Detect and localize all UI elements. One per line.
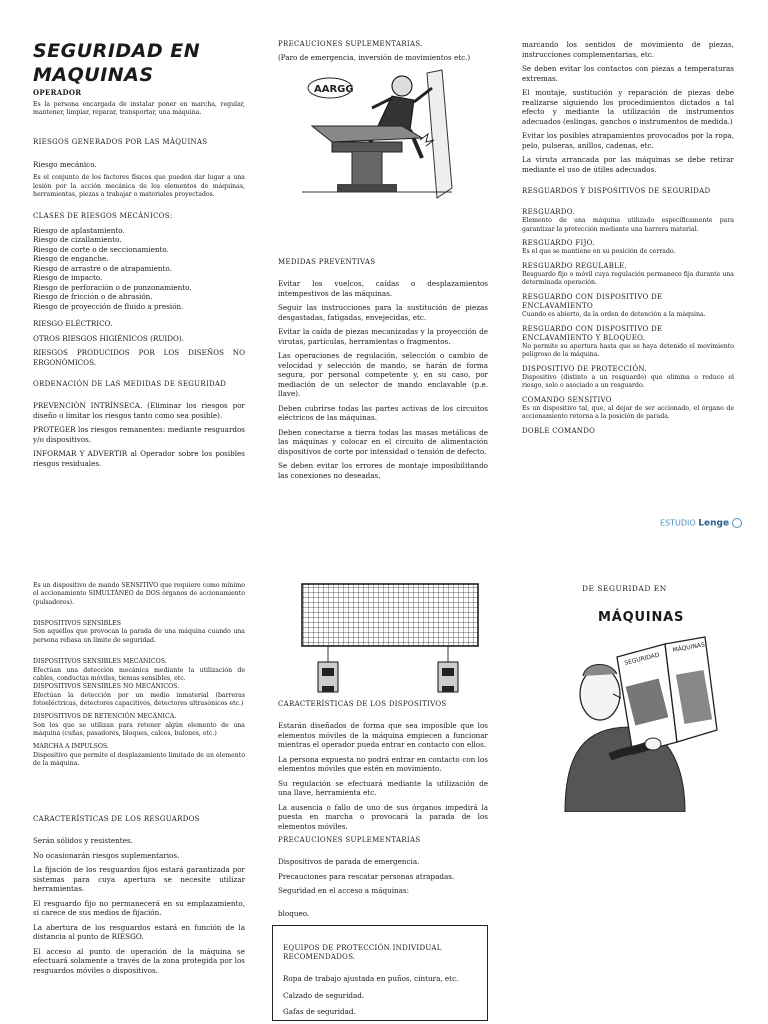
- resguardo-item: DISPOSITIVO DE PROTECCIÓN. Dispositivo (distinto a un resguardo) que elimina o reduce el riesgo, solo o asociado a un resguardo.: [522, 364, 734, 390]
- disp-para-3: Su regulación se efectuará mediante la utilización de una llave, herramienta etc.: [278, 778, 488, 798]
- ordenacion-3: INFORMAR Y ADVERTIR al Operador sobre los posibles riesgos residuales.: [33, 449, 245, 468]
- medida-2: Seguir las instrucciones para la sustitución de piezas desgastadas, fatigadas, envejecidas, etc.: [278, 303, 488, 322]
- scream-text: AARGG: [314, 84, 354, 95]
- ordenacion-heading: ORDENACIÓN DE LAS MEDIDAS DE SEGURIDAD: [33, 380, 227, 388]
- cover-title: MÁQUINAS: [598, 610, 685, 625]
- resguardo-item: COMANDO SENSITIVO Es un dispositivo tal, que, al dejar de ser accionado, el órgano de accionamiento retorna a la posición de parada.: [522, 395, 734, 421]
- resguardo-item: RESGUARDO CON DISPOSITIVO DE ENCLAVAMIENTO Y BLOQUEO. No permite su apertura hasta que se haya detenido el movimiento peligroso de la máquina.: [522, 324, 734, 359]
- dispositivo-item: DISPOSITIVOS SENSIBLES NO MECÁNICOS. Efectúan la detección por un medio inmaterial (barreras fotoeléctricas, detectores capacitivos, detectores ultrasónicos etc.): [33, 683, 245, 707]
- magazine-text-2: MÁQUINAS: [672, 641, 706, 654]
- dispositivo-item: DISPOSITIVOS DE RETENCIÓN MECÁNICA. Son los que se utilizan para retener algún elemento de una máquina (cuñas, pasadores, bloques, calces, bulones, etc.): [33, 713, 245, 738]
- operador-heading: OPERADOR: [33, 87, 82, 97]
- col3-para-1: marcando los sentidos de movimiento de piezas, instrucciones complementarias, etc.: [522, 40, 734, 59]
- medida-5: Deben cubrirse todas las partes activas de los circuitos eléctricos de las máquinas.: [278, 403, 488, 423]
- list-item: Riesgo de aplastamiento.: [33, 225, 125, 235]
- precaucion-1: Dispositivos de parada de emergencia.: [278, 857, 420, 867]
- caracteristica-4: El resguardo fijo no permanecerá en su emplazamiento, si carece de sus medios de fijación.: [33, 898, 245, 918]
- logo-icon: [732, 518, 742, 528]
- light-curtain-illustration: [298, 582, 484, 700]
- column-5: [278, 700, 488, 923]
- riesgo-diseno: RIESGOS PRODUCIDOS POR LOS DISEÑOS NO ERGONÓMICOS.: [33, 348, 245, 367]
- resguardos-heading: RESGUARDOS Y DISPOSITIVOS DE SEGURIDAD: [522, 187, 711, 195]
- magazine-text-1: SEGURIDAD: [623, 651, 661, 667]
- clases-list: [33, 226, 245, 312]
- medida-1: Evitar los vuelcos, caídas o desplazamientos intempestivos de las máquinas.: [278, 279, 488, 298]
- resguardo-item: RESGUARDO. Elemento de una máquina utilizado específicamente para garantizar la protección mediante una barrera material.: [522, 208, 734, 233]
- column-3: [522, 40, 734, 440]
- list-item: Riesgo de impacto.: [33, 273, 103, 282]
- precaucion-3: Seguridad en el acceso a máquinas:: [278, 886, 410, 896]
- estudio-lenge-logo: ESTUDIO Lenge: [660, 518, 742, 529]
- medida-6: Deben conectarse a tierra todas las masas metálicas de las máquinas y colocar en el circuito de alimentación dispositivos de corte por intensidad o tensión de defecto.: [278, 427, 488, 456]
- medida-3: Evitar la caída de piezas mecanizadas y la proyección de virutas, partículas, herramientas o fragmentos.: [278, 327, 488, 346]
- col3-para-4: Evitar los posibles atrapamientos provocados por la ropa, pelo, pulseras, anillos, cadenas, etc.: [522, 131, 734, 150]
- list-item: Riesgo de perforación o de punzonamiento.: [33, 282, 192, 292]
- caracteristica-3: La fijación de los resguardos fijos estará garantizada por sistemas para cuya apertura se necesite utilizar herramientas.: [33, 865, 245, 894]
- disp-para-4: La ausencia o fallo de uno de sus órganos impedirá la puesta en marcha o provocará la parada de los elementos móviles.: [278, 802, 488, 831]
- man-reading-magazine-illustration: [555, 632, 725, 812]
- resguardo-item: RESGUARDO FIJO. Es el que se mantiene en su posición de cerrado.: [522, 239, 676, 256]
- riesgo-mecanico-text: Es el conjunto de los factores físicos que pueden dar lugar a una lesión por la acción mecánica de los elementos de máquinas, herramientas, piezas a trabajar o materiales proyectados.: [33, 174, 245, 198]
- brochure-title-line1: SEGURIDAD EN: [33, 40, 201, 62]
- list-item: Riesgo de proyección de fluido a presión.: [33, 301, 184, 311]
- dispositivo-item: DISPOSITIVOS SENSIBLES Son aquellos que provocan la parada de una máquina cuando una persona rebasa un límite de seguridad.: [33, 620, 245, 644]
- resguardo-item: RESGUARDO CON DISPOSITIVO DE ENCLAVAMIENTO Cuando es abierto, da la orden de detención a la máquina.: [522, 292, 706, 319]
- col3-para-2: Se deben evitar los contactos con piezas a temperaturas extremas.: [522, 64, 734, 83]
- list-item: Riesgo de enganche.: [33, 254, 109, 263]
- caracteristica-5: La abertura de los resguardos estará en función de la distancia al punto de RIESGO.: [33, 922, 245, 942]
- col3-para-5: La viruta arrancada por las máquinas se debe retirar mediante el uso de útiles adecuados.: [522, 155, 734, 174]
- column-4: [33, 582, 245, 773]
- list-item: Riesgo de cizallamiento.: [33, 235, 122, 244]
- column-2: [278, 40, 488, 68]
- ordenacion-2: PROTEGER los riesgos remanentes: mediante resguardos y/o dispositivos.: [33, 425, 245, 444]
- precauciones-sup-heading: PRECAUCIONES SUPLEMENTARIAS: [278, 836, 421, 845]
- resguardo-item: RESGUARDO REGULABLE. Resguardo fijo o móvil cuya regulación permanece fija durante una determinada operación.: [522, 261, 734, 287]
- epi-item: Calzado de seguridad.: [283, 990, 365, 1000]
- operador-text: Es la persona encargada de instalar poner en marcha, regular, mantener, limpiar, reparar, transportar, una máquina.: [33, 100, 245, 117]
- bloqueo-text: bloqueo.: [278, 908, 310, 918]
- precauciones-text: (Paro de emergencia, inversión de movimientos etc.): [278, 53, 471, 63]
- epi-heading: EQUIPOS DE PROTECCIÓN INDIVIDUAL RECOMENDADOS.: [283, 944, 442, 962]
- column-1: [33, 40, 245, 473]
- caracteristica-6: El acceso al punto de operación de la máquina se efectuará solamente a través de la zona protegida por los resguardos móviles o dispositivos.: [33, 946, 245, 975]
- worker-accident-illustration: [292, 68, 462, 208]
- precaucion-2: Precauciones para rescatar personas atrapadas.: [278, 871, 455, 881]
- doble-comando-text: Es un dispositivo de mando SENSITIVO que requiere como mínimo el accionamiento SIMULTÁNEO de DOS órganos de accionamiento (pulsadores).: [33, 582, 245, 606]
- caracteristica-1: Serán sólidos y resistentes.: [33, 836, 133, 846]
- col3-para-3: El montaje, sustitución y reparación de piezas debe realizarse siguiendo los procedimientos dictados a tal efecto y mediante la utilización de instrumentos adecuados (eslingas, ganchos o instrumentos de medida.): [522, 88, 734, 126]
- caracteristicas-dispositivos-heading: CARACTERÍSTICAS DE LOS DISPOSITIVOS: [278, 700, 447, 708]
- riesgo-mecanico: Riesgo mecánico.: [33, 159, 97, 169]
- brochure-title-line2: MAQUINAS: [33, 63, 154, 86]
- list-item: Riesgo de arrastre o de atrapamiento.: [33, 263, 172, 273]
- precauciones-heading: PRECAUCIONES SUPLEMENTARIAS.: [278, 40, 423, 48]
- medida-7: Se deben evitar los errores de montaje imposibilitando las conexiones no deseadas,: [278, 461, 488, 480]
- list-item: Riesgo de fricción o de abrasión.: [33, 292, 153, 301]
- epi-box: [272, 925, 488, 1021]
- dispositivo-item: DISPOSITIVOS SENSIBLES MECÁNICOS. Efectúan una detección mecánica mediante la utilización de cables, conductas móviles, tiemas sensibles, etc.: [33, 658, 245, 682]
- epi-item: Ropa de trabajo ajustada en puños, cintura, etc.: [283, 974, 459, 984]
- riesgos-heading: RIESGOS GENERADOS POR LAS MÁQUINAS: [33, 138, 208, 147]
- otros-riesgos: OTROS RIESGOS HIGIÉNICOS (RUIDO).: [33, 333, 184, 343]
- epi-item: Gafas de seguridad.: [283, 1007, 356, 1017]
- column-2-lower: [278, 258, 488, 485]
- medidas-heading: MEDIDAS PREVENTIVAS: [278, 258, 376, 266]
- ordenacion-1: PREVENCIÓN INTRÍNSECA. (Eliminar los riesgos por diseño o limitar los riesgos tanto como sea posible).: [33, 401, 245, 420]
- dispositivo-item: MARCHA A IMPULSOS. Dispositivo que permite el desplazamiento limitado de un elemento de la máquina.: [33, 743, 245, 768]
- caracteristicas-resguardos-heading: CARACTERÍSTICAS DE LOS RESGUARDOS: [33, 815, 200, 823]
- clases-heading: CLASES DE RIESGOS MECÁNICOS:: [33, 212, 173, 221]
- riesgo-electrico: RIESGO ELÉCTRICO.: [33, 319, 113, 328]
- disp-para-2: La persona expuesta no podrá entrar en contacto con los elementos móviles que estén en movimiento.: [278, 754, 488, 774]
- list-item: Riesgo de corte o de seccionamiento.: [33, 244, 169, 254]
- doble-comando: DOBLE COMANDO: [522, 426, 596, 435]
- medida-4: Las operaciones de regulación, selección o cambio de velocidad y selección de mando, se harán de forma segura, por personal competente y, en su caso, por mediación de un selector de mando enclavable (p.e. llave).: [278, 351, 488, 399]
- column-4-lower: [33, 815, 245, 980]
- cover-subtitle: DE SEGURIDAD EN: [582, 584, 667, 593]
- caracteristica-2: No ocasionarán riesgos suplementarios.: [33, 850, 180, 860]
- disp-para-1: Estarán diseñados de forma que sea imposible que los elementos móviles de la máquina empiecen a funcionar mientras el operador pueda entrar en contacto con ellos.: [278, 721, 488, 750]
